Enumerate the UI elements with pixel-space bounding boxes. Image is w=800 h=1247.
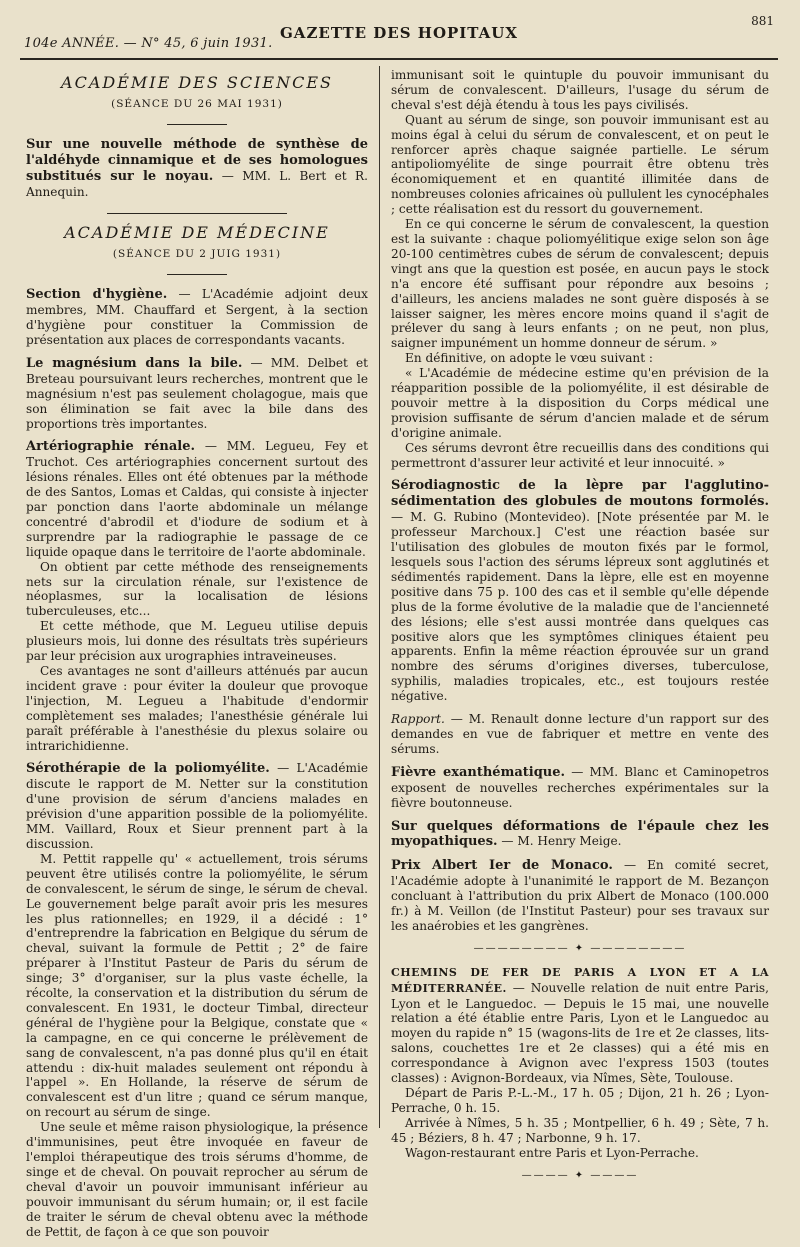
- article-title: Sur quelques déformations de l'épaule chez les myopathiques.: [391, 818, 769, 850]
- article-fievre: [391, 765, 769, 811]
- paragraph: Wagon-restaurant entre Paris et Lyon-Perrache.: [405, 1145, 699, 1160]
- article-text: — L'Académie discute le rapport de M. Netter sur la constitution d'une provision de sérum d'anciens malades en prévision d'une apparition possible de la poliomyélite. MM. Vaillard, Roux et Sieur prennent part à la discussion.: [26, 761, 368, 851]
- article-text: — En comité secret, l'Académie adopte à l'unanimité le rapport de M. Bezançon concluant à l'attribution du prix Albert de Monaco (100.000 fr.) à M. Veillon (de l'Institut Pasteur) pour ses travaux sur les anaérobies et les gangrènes.: [391, 858, 769, 933]
- article-title: Le magnésium dans la bile.: [26, 355, 243, 371]
- paragraph: Une seule et même raison physiologique, la présence d'immunisines, peut être invoquée en faveur de l'emploi thérapeutique des trois sérums d'homme, de singe et de cheval. On pouvait reprocher au sérum de cheval d'avoir un pouvoir immunisant inférieur au pouvoir immunisant du sérum humain; or, il est facile de traiter le sérum de cheval obtenu avec la méthode de Pettit, de façon à ce que son pouvoir: [26, 1120, 368, 1239]
- article-authors: — MM. L. Bert et R. Annequin.: [26, 168, 368, 199]
- article-title: Rapport.: [391, 712, 445, 727]
- article-text: — M. Renault donne lecture d'un rapport sur des demandes en vue de fabriquer et mettre en vente des sérums.: [391, 712, 769, 756]
- paragraph: Ces avantages ne sont d'ailleurs atténués par aucun incident grave : pour éviter la douleur que provoque l'injection, M. Legueu a l'habitude d'endormir complètement ses malades; l'anesthésie générale lui paraît préférable à l'anesthésie du plexus solaire ou intrarichidienne.: [26, 664, 368, 753]
- article-serotherapie: [26, 761, 368, 1239]
- article-title: Sérodiagnostic de la lèpre par l'agglutino-sédimentation des globules de moutons formolés.: [391, 478, 769, 510]
- ornament-divider: ———— ✦ ————: [521, 1169, 639, 1181]
- section-heading-medecine: ACADÉMIE DE MÉDECINE: [64, 223, 330, 243]
- article-hygiene: [26, 287, 368, 348]
- ornament-divider: ———————— ✦ ————————: [473, 942, 687, 954]
- section-rule: [107, 213, 287, 214]
- left-column: [26, 68, 368, 1247]
- article-title: Prix Albert Ier de Monaco.: [391, 858, 613, 874]
- seance-date-sciences: (SÉANCE DU 26 MAI 1931): [111, 97, 283, 110]
- article-text: — Nouvelle relation de nuit entre Paris, Lyon et le Languedoc. — Depuis le 15 mai, une nouvelle relation a été établie entre Paris, Lyon et le Languedoc au moyen du rapide n° 15 (wagons-lits de 1re et 2e classes, lits-salons, couchettes 1re et 2e classes) qui a été mis en correspondance à Avignon avec l'express 1503 (toutes classes) : Avignon-Bordeaux, via Nîmes, Sète, Toulouse.: [391, 980, 769, 1086]
- paragraph: En définitive, on adopte le vœu suivant :: [405, 351, 654, 366]
- paragraph: Et cette méthode, que M. Legueu utilise depuis plusieurs mois, lui donne des résultats très supérieurs par leur précision aux urographies intraveineuses.: [26, 619, 368, 664]
- paragraph: Ces sérums devront être recueillis dans des conditions qui permettront d'assurer leur activité et leur innocuité. »: [391, 440, 769, 470]
- short-rule: [167, 274, 227, 275]
- page-number: 881: [751, 14, 774, 28]
- article-title: Fièvre exanthématique.: [391, 764, 566, 780]
- article-title: Artériographie rénale.: [26, 439, 196, 455]
- article-text: — M. Henry Meige.: [501, 834, 622, 849]
- article-prix: [391, 858, 769, 934]
- article-title: Sur une nouvelle méthode de synthèse de l'aldéhyde cinnamique et de ses homologues substitués sur le noyau.: [26, 136, 368, 184]
- article-magnesium: [26, 356, 368, 432]
- article-sciences: [26, 137, 368, 200]
- paragraph: Quant au sérum de singe, son pouvoir immunisant est au moins égal à celui du sérum de convalescent, et on peut le renforcer après chaque saignée partielle. Le sérum antipoliomyélite de singe pourrait être obtenu très économiquement et en quantité illimitée dans de nombreuses colonies africaines où pullulent les cynocéphales ; cette réalisation est du ressort du gouvernement.: [391, 112, 769, 217]
- article-title: Section d'hygiène.: [26, 287, 168, 303]
- short-rule: [167, 124, 227, 125]
- column-divider: [379, 66, 380, 1128]
- header-rule: [20, 58, 778, 60]
- paragraph: On obtient par cette méthode des renseignements nets sur la circulation rénale, sur l'existence de néoplasmes, sur la localisation de lésions tuberculeuses, etc...: [26, 559, 368, 619]
- paragraph: immunisant soit le quintuple du pouvoir immunisant du sérum de convalescent. D'ailleurs, l'usage du sérum de cheval s'est déjà étendu à tous les pays civilisés.: [391, 68, 769, 112]
- section-heading-sciences: ACADÉMIE DES SCIENCES: [61, 73, 333, 92]
- article-arteriographie: [26, 439, 368, 753]
- paragraph: « L'Académie de médecine estime qu'en prévision de la réapparition possible de la poliomyélite, il est désirable de pouvoir mettre à la disposition du Corps médical une provision suffisante de sérum d'ancien malade et de sérum d'origine animale.: [391, 366, 769, 440]
- article-railway: [391, 965, 769, 1161]
- paragraph: En ce qui concerne le sérum de convalescent, la question est la suivante : chaque poliomyélitique exige selon son âge 20-100 centimètres cubes de sérum de convalescent; depuis vingt ans que la question est posée, en aucun pays le stock n'a encore été suffisant pour répondre aux besoins ; d'ailleurs, les anciens malades ne sont guère disposés à se laisser saigner, les mères encore moins quand il s'agit de prélever du sang à leurs enfants ; on ne peut, non plus, saigner impunément un homme donneur de sérum. »: [391, 217, 769, 351]
- article-text: — M. G. Rubino (Montevideo). [Note présentée par M. le professeur Marchoux.] C'est une réaction basée sur l'utilisation des globules de mouton fixés par le formol, lesquels sous l'action des sérums lépreux sont agglutinés et sédimentés rapidement. Dans la lèpre, elle est en moyenne positive dans 75 p. 100 des cas et il semble qu'elle dépende plus de la forme évolutive de la maladie que de l'ancienneté des lésions; elle s'est aussi montrée dans quelques cas positive alors que les symptômes cliniques étaient peu apparents. Enfin la même réaction éprouvée sur un grand nombre des sérums d'origines diverses, tuberculose, syphilis, maladies tropicales, etc., est toujours restée négative.: [391, 510, 769, 704]
- article-text: — MM. Legueu, Fey et Truchot. Ces artériographies concernent surtout des lésions rénales. Elles ont été obtenues par la méthode de des Santos, Lomas et Caldas, qui consiste à injecter par ponction dans l'aorte abdominale un mélange concentré d'abrodil et d'iodure de sodium et à surprendre par la radiographie le passage de ce liquide opaque dans le territoire de l'aorte abdominale.: [26, 439, 368, 559]
- paragraph: Départ de Paris P.-L.-M., 17 h. 05 ; Dijon, 21 h. 26 ; Lyon-Perrache, 0 h. 15.: [391, 1086, 769, 1115]
- article-title: Sérothérapie de la poliomyélite.: [26, 761, 270, 777]
- article-epaule: [391, 819, 769, 851]
- article-text: — L'Académie adjoint deux membres, MM. Chauffard et Sergent, à la section d'hygiène pour constituer la Commission de présentation aux places de correspondants vacants.: [26, 287, 368, 347]
- article-lepre: [391, 478, 769, 704]
- seance-date-medecine: (SÉANCE DU 2 JUIG 1931): [112, 248, 282, 261]
- journal-title: GAZETTE DES HOPITAUX: [280, 24, 519, 42]
- issue-line: 104e ANNÉE. — N° 45, 6 juin 1931.: [24, 36, 273, 51]
- paragraph: Arrivée à Nîmes, 5 h. 35 ; Montpellier, 6 h. 49 ; Sète, 7 h. 45 ; Béziers, 8 h. 47 ; Narbonne, 9 h. 17.: [391, 1115, 769, 1145]
- paragraph: M. Pettit rappelle qu' « actuellement, trois sérums peuvent être utilisés contre la poliomyélite, le sérum de convalescent, le sérum de singe, le sérum de cheval. Le gouvernement belge paraît avoir pris les mesures les plus rationnelles; en 1929, il a décidé : 1° d'entreprendre la fabrication en Belgique du sérum de cheval, suivant la formule de Pettit ; 2° de faire préparer à l'Institut Pasteur de Paris du sérum de singe; 3° d'organiser, sur la plus vaste échelle, la récolte, la conservation et la distribution du sérum de convalescent. En 1931, le docteur Timbal, directeur général de l'hygiène pour la Belgique, constate que « la campagne, en ce qui concerne le prélèvement de sang de convalescent, n'a pas donné plus qu'il en était attendu : dix-huit malades seulement ont répondu à l'appel ». En Hollande, la réserve de sérum de convalescent est d'un litre ; quand ce sérum manque, on recourt au sérum de singe.: [26, 851, 368, 1120]
- article-text: — MM. Delbet et Breteau poursuivant leurs recherches, montrent que le magnésium n'est pas seulement cholagogue, mais que son élimination se fait avec la bile dans des proportions très importantes.: [26, 355, 368, 431]
- article-title: CHEMINS DE FER DE PARIS A LYON ET A LA MÉDITERRANÉE.: [391, 965, 769, 995]
- article-rapport: [391, 712, 769, 757]
- article-text: — MM. Blanc et Caminopetros exposent de nouvelles recherches expérimentales sur la fièvre boutonneuse.: [391, 764, 769, 810]
- right-column: [391, 68, 769, 1191]
